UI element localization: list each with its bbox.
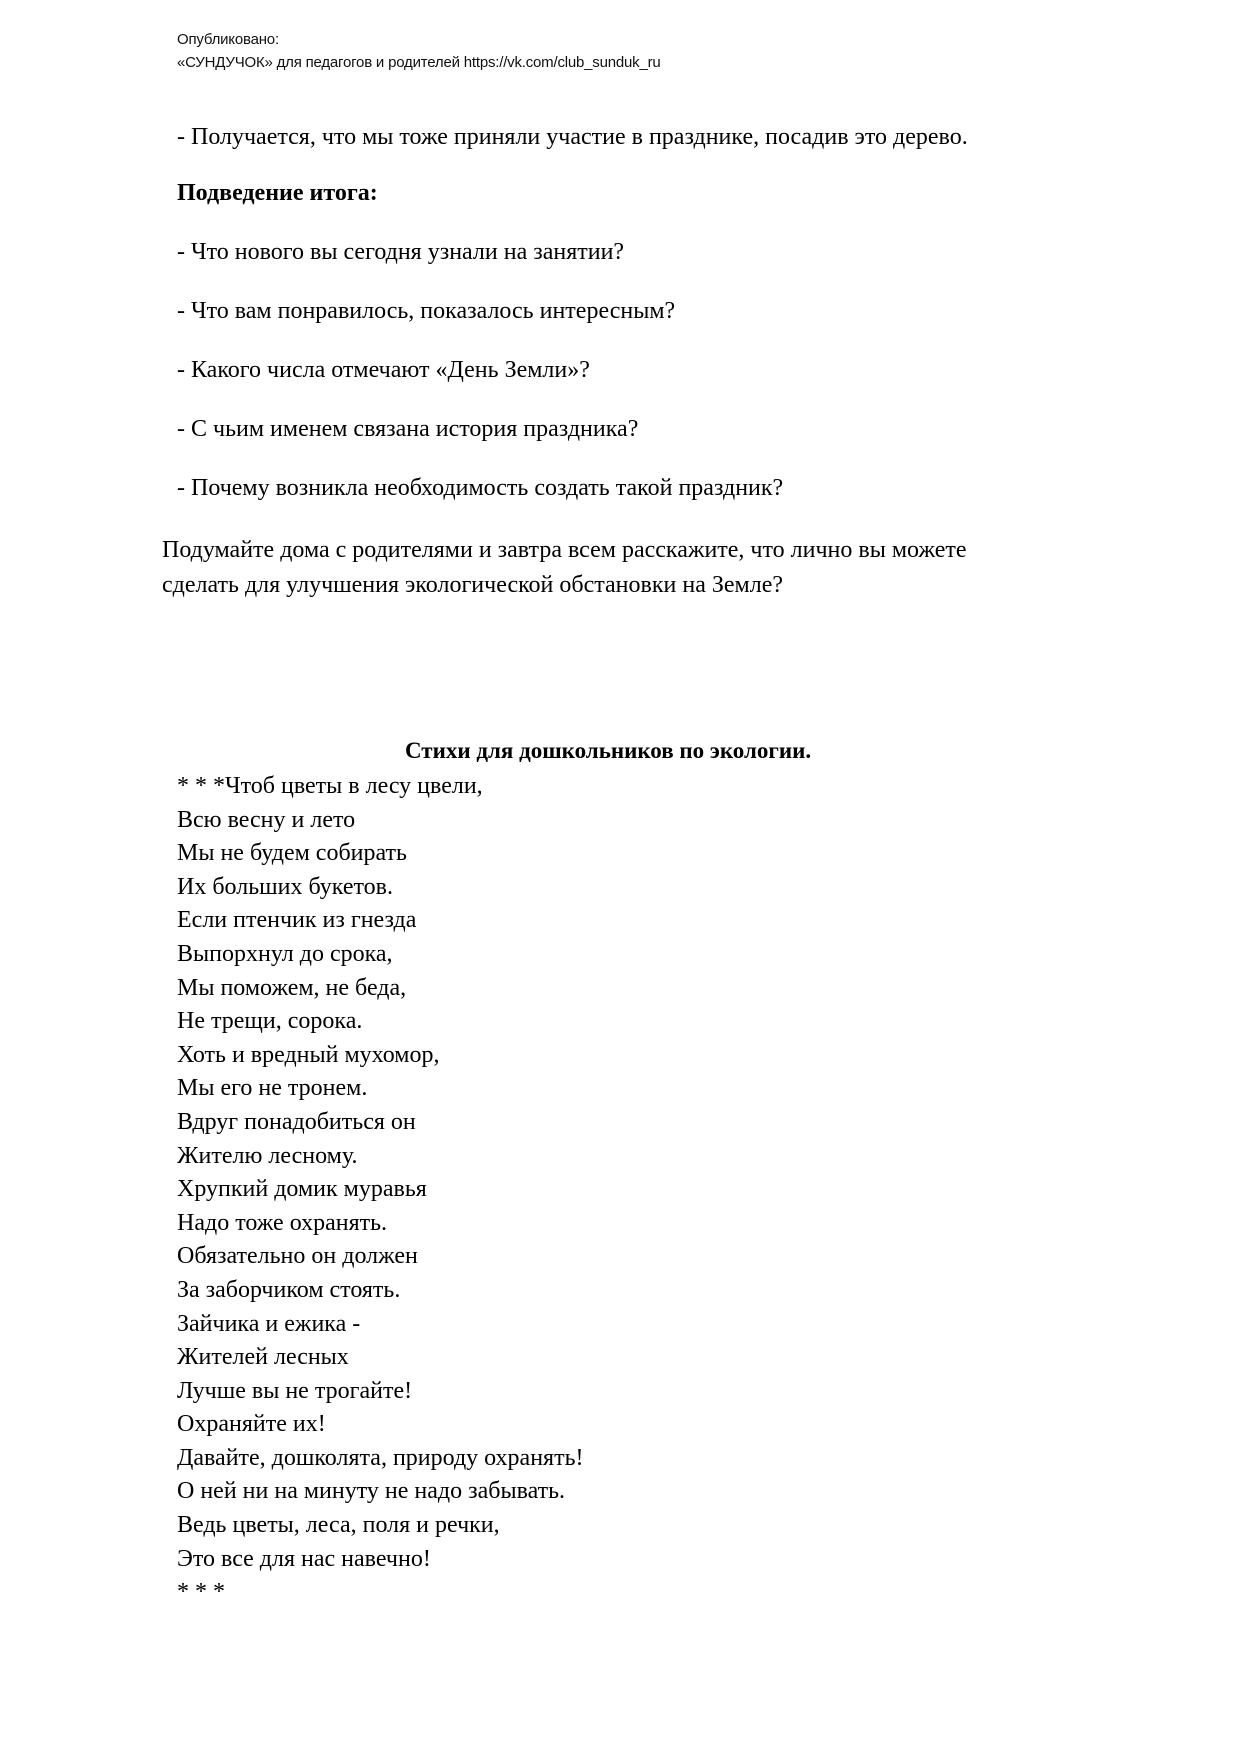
poem-line: * * *	[177, 1579, 225, 1606]
question-item: - Что вам понравилось, показалось интересным?	[177, 298, 676, 324]
poem-line: Ведь цветы, леса, поля и речки,	[177, 1512, 500, 1539]
poem-line: Зайчика и ежика -	[177, 1310, 361, 1337]
poem-line: Надо тоже охранять.	[177, 1209, 388, 1236]
poem-line: Всю весну и лето	[177, 806, 356, 833]
poem-line: Мы его не тронем.	[177, 1075, 368, 1102]
poem-line: Мы не будем собирать	[177, 840, 407, 867]
poem-line: Хрупкий домик муравья	[177, 1176, 427, 1203]
homework-line: сделать для улучшения экологической обстановки на Земле?	[162, 572, 783, 598]
poem-line: Мы поможем, не беда,	[177, 974, 407, 1001]
poem-line: О ней ни на минуту не надо забывать.	[177, 1478, 566, 1505]
poem-line: Охраняйте их!	[177, 1411, 326, 1438]
question-item: - Почему возникла необходимость создать такой праздник?	[177, 475, 784, 501]
poem-line: Хоть и вредный мухомор,	[177, 1041, 440, 1068]
poem-line: За заборчиком стоять.	[177, 1276, 401, 1303]
source-line: «СУНДУЧОК» для педагогов и родителей https://vk.com/club_sunduk_ru	[177, 54, 661, 71]
question-item: - С чьим именем связана история праздника?	[177, 416, 639, 442]
published-label: Опубликовано:	[177, 31, 279, 48]
poem-line: Их больших букетов.	[177, 873, 393, 900]
question-item: - Что нового вы сегодня узнали на занятии?	[177, 239, 625, 265]
poem-line: Лучше вы не трогайте!	[177, 1377, 413, 1404]
poem-title: Стихи для дошкольников по экологии.	[405, 738, 812, 763]
poem-line: Выпорхнул до срока,	[177, 940, 393, 967]
poem-line: * * *Чтоб цветы в лесу цвели,	[177, 773, 483, 799]
poem-line: Это все для нас навечно!	[177, 1545, 431, 1572]
poem-line: Если птенчик из гнезда	[177, 907, 417, 934]
poem-line: Давайте, дошколята, природу охранять!	[177, 1444, 584, 1471]
homework-line: Подумайте дома с родителями и завтра всем расскажите, что лично вы можете	[162, 537, 967, 563]
question-item: - Какого числа отмечают «День Земли»?	[177, 357, 590, 383]
poem-line: Вдруг понадобиться он	[177, 1108, 416, 1135]
intro-line: - Получается, что мы тоже приняли участие в празднике, посадив это дерево.	[177, 124, 968, 150]
poem-line: Обязательно он должен	[177, 1243, 418, 1270]
summary-heading: Подведение итога:	[177, 180, 378, 206]
poem-line: Не трещи, сорока.	[177, 1008, 363, 1035]
poem-line: Жителей лесных	[177, 1344, 349, 1371]
poem-line: Жителю лесному.	[177, 1142, 358, 1169]
poem-body	[177, 770, 584, 1610]
